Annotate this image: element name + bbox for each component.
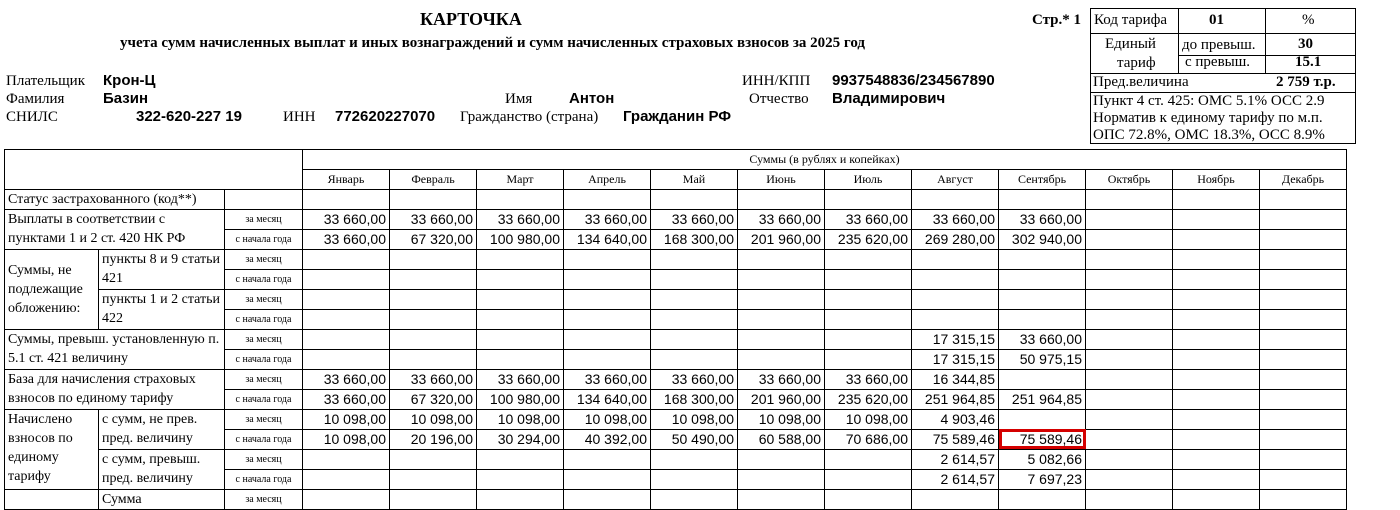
value-cell [999, 309, 1086, 329]
citizenship-value: Гражданин РФ [623, 108, 732, 125]
value-cell: 50 975,15 [999, 349, 1086, 369]
period-label: с начала года [225, 349, 303, 369]
value-cell: 75 589,46 [912, 429, 999, 449]
value-cell: 10 098,00 [303, 409, 390, 429]
base-month-row [5, 369, 1347, 389]
period-label: за месяц [225, 249, 303, 269]
value-cell [303, 269, 390, 289]
month-header: Июль [825, 169, 912, 189]
period-label: за месяц [225, 209, 303, 229]
value-cell [1260, 429, 1347, 449]
excess-month-row [5, 329, 1347, 349]
value-cell [1173, 189, 1260, 209]
period-label: за месяц [225, 449, 303, 469]
sum-row [5, 489, 1347, 509]
card-title: КАРТОЧКА [420, 9, 522, 29]
inn-value: 772620227070 [335, 108, 436, 125]
contributions-table [4, 149, 1347, 510]
value-cell [651, 449, 738, 469]
value-cell [912, 289, 999, 309]
status-row [5, 189, 1347, 209]
value-cell: 33 660,00 [303, 389, 390, 409]
value-cell: 10 098,00 [303, 429, 390, 449]
label-cell [5, 489, 99, 509]
value-cell [999, 269, 1086, 289]
value-cell: 33 660,00 [390, 369, 477, 389]
value-cell [999, 409, 1086, 429]
value-cell [738, 249, 825, 269]
value-cell [477, 349, 564, 369]
value-cell [390, 249, 477, 269]
value-cell [564, 309, 651, 329]
value-cell [477, 289, 564, 309]
value-cell [912, 269, 999, 289]
value-cell [1260, 189, 1347, 209]
tariff-below-value: 30 [1298, 36, 1313, 52]
value-cell [1260, 229, 1347, 249]
value-cell [1260, 249, 1347, 269]
value-cell [564, 289, 651, 309]
tariff-limit-value: 2 759 т.р. [1276, 74, 1336, 90]
header-blank [5, 150, 303, 170]
value-cell [477, 189, 564, 209]
citizenship-label: Гражданство (страна) [460, 109, 599, 125]
value-cell [1173, 209, 1260, 229]
value-cell [651, 489, 738, 509]
value-cell: 269 280,00 [912, 229, 999, 249]
tariff-above-value: 15.1 [1295, 54, 1322, 70]
value-cell [564, 489, 651, 509]
value-cell [390, 329, 477, 349]
value-cell [1086, 369, 1173, 389]
value-cell [825, 269, 912, 289]
period-label: с начала года [225, 269, 303, 289]
value-cell [999, 489, 1086, 509]
value-cell [477, 469, 564, 489]
accrued-label: Начислено взносов по единому тарифу [5, 409, 99, 489]
value-cell: 168 300,00 [651, 389, 738, 409]
value-cell: 33 660,00 [825, 369, 912, 389]
value-cell [738, 469, 825, 489]
tariff-code-label: Код тарифа [1094, 12, 1168, 28]
value-cell [912, 249, 999, 269]
value-cell [1173, 289, 1260, 309]
value-cell: 10 098,00 [651, 409, 738, 429]
value-cell [1260, 209, 1347, 229]
month-header: Октябрь [1086, 169, 1173, 189]
value-cell [1173, 469, 1260, 489]
value-cell [825, 309, 912, 329]
status-code [225, 189, 303, 209]
snils-label: СНИЛС [6, 109, 58, 125]
value-cell: 10 098,00 [825, 409, 912, 429]
value-cell: 100 980,00 [477, 229, 564, 249]
value-cell [1173, 449, 1260, 469]
period-label: с начала года [225, 429, 303, 449]
value-cell [477, 249, 564, 269]
value-cell [303, 309, 390, 329]
value-cell [1086, 349, 1173, 369]
tariff-box [1090, 8, 1356, 144]
value-cell [303, 189, 390, 209]
value-cell: 10 098,00 [564, 409, 651, 429]
snils-value: 322-620-227 19 [136, 108, 242, 125]
value-cell: 302 940,00 [999, 229, 1086, 249]
tariff-normative-1: Норматив к единому тарифу по м.п. [1093, 110, 1323, 126]
value-cell [738, 489, 825, 509]
value-cell [1260, 449, 1347, 469]
accrued-below-month-row [5, 409, 1347, 429]
p89-label: пункты 8 и 9 статьи 421 [99, 249, 225, 289]
patronymic-label: Отчество [749, 91, 809, 107]
value-cell [477, 489, 564, 509]
value-cell [477, 449, 564, 469]
card-subtitle: учета сумм начисленных выплат и иных вознаграждений и сумм начисленных страховых взносов за 2025 год [120, 35, 866, 51]
value-cell [651, 189, 738, 209]
value-cell [390, 189, 477, 209]
value-cell: 201 960,00 [738, 389, 825, 409]
tariff-above-label: с превыш. [1185, 54, 1251, 70]
value-cell: 100 980,00 [477, 389, 564, 409]
inn-label: ИНН [283, 109, 316, 125]
value-cell [390, 469, 477, 489]
value-cell: 134 640,00 [564, 229, 651, 249]
page-number: Стр.* 1 [1032, 12, 1082, 28]
value-cell [1260, 269, 1347, 289]
value-cell: 251 964,85 [999, 389, 1086, 409]
value-cell: 40 392,00 [564, 429, 651, 449]
value-cell: 33 660,00 [477, 209, 564, 229]
value-cell [825, 349, 912, 369]
name-label: Имя [505, 91, 533, 107]
value-cell: 33 660,00 [564, 369, 651, 389]
value-cell [1260, 389, 1347, 409]
value-cell [651, 309, 738, 329]
value-cell [1086, 209, 1173, 229]
month-header: Февраль [390, 169, 477, 189]
value-cell [1260, 409, 1347, 429]
value-cell [738, 329, 825, 349]
value-cell [912, 189, 999, 209]
value-cell [303, 249, 390, 269]
value-cell: 17 315,15 [912, 329, 999, 349]
value-cell [651, 469, 738, 489]
value-cell [651, 269, 738, 289]
value-cell [1173, 389, 1260, 409]
value-cell: 33 660,00 [738, 209, 825, 229]
value-cell [1260, 469, 1347, 489]
value-cell: 33 660,00 [303, 229, 390, 249]
value-cell: 33 660,00 [651, 369, 738, 389]
value-cell [1086, 469, 1173, 489]
value-cell [477, 309, 564, 329]
value-cell [825, 249, 912, 269]
header-row-months [5, 169, 1347, 189]
value-cell [390, 289, 477, 309]
value-cell [1260, 489, 1347, 509]
value-cell [1086, 229, 1173, 249]
value-cell: 33 660,00 [999, 329, 1086, 349]
nontax-12-month-row [5, 289, 1347, 309]
value-cell: 4 903,46 [912, 409, 999, 429]
month-header: Ноябрь [1173, 169, 1260, 189]
value-cell [651, 249, 738, 269]
value-cell [1260, 369, 1347, 389]
value-cell [1173, 429, 1260, 449]
period-label: за месяц [225, 289, 303, 309]
value-cell [1173, 229, 1260, 249]
value-cell [390, 349, 477, 369]
value-cell [651, 329, 738, 349]
value-cell [999, 189, 1086, 209]
tariff-limit-label: Пред.величина [1093, 74, 1189, 90]
sums-header: Суммы (в рублях и копейках) [303, 150, 1347, 170]
value-cell: 33 660,00 [999, 209, 1086, 229]
payments-month-row [5, 209, 1347, 229]
tariff-unified-label: Единый [1105, 36, 1156, 52]
month-header: Январь [303, 169, 390, 189]
value-cell: 235 620,00 [825, 389, 912, 409]
month-header: Март [477, 169, 564, 189]
value-cell [825, 469, 912, 489]
value-cell [825, 489, 912, 509]
value-cell [1173, 409, 1260, 429]
value-cell: 33 660,00 [477, 369, 564, 389]
value-cell [1086, 409, 1173, 429]
period-label: с начала года [225, 229, 303, 249]
value-cell: 33 660,00 [738, 369, 825, 389]
value-cell [825, 289, 912, 309]
tariff-normative-2: ОПС 72.8%, ОМС 18.3%, ОСС 8.9% [1093, 127, 1325, 143]
value-cell: 30 294,00 [477, 429, 564, 449]
value-cell [390, 489, 477, 509]
value-cell [738, 449, 825, 469]
value-cell [477, 329, 564, 349]
value-cell [303, 349, 390, 369]
period-label: за месяц [225, 369, 303, 389]
surname-label: Фамилия [6, 91, 65, 107]
value-cell: 60 588,00 [738, 429, 825, 449]
value-cell [303, 329, 390, 349]
value-cell [1086, 189, 1173, 209]
nontax-label: Суммы, не подлежащие обложению: [5, 249, 99, 329]
value-cell: 17 315,15 [912, 349, 999, 369]
value-cell: 33 660,00 [825, 209, 912, 229]
value-cell [738, 349, 825, 369]
value-cell [1086, 249, 1173, 269]
value-cell [999, 289, 1086, 309]
value-cell [738, 289, 825, 309]
value-cell: 7 697,23 [999, 469, 1086, 489]
value-cell [303, 449, 390, 469]
value-cell [825, 189, 912, 209]
value-cell: 10 098,00 [738, 409, 825, 429]
month-header: Апрель [564, 169, 651, 189]
value-cell [1086, 329, 1173, 349]
base-label: База для начисления страховых взносов по единому тарифу [5, 369, 225, 409]
month-header: Август [912, 169, 999, 189]
inn-kpp-label: ИНН/КПП [742, 73, 811, 89]
value-cell [477, 269, 564, 289]
value-cell [1260, 329, 1347, 349]
value-cell: 2 614,57 [912, 469, 999, 489]
value-cell [564, 469, 651, 489]
value-cell [303, 469, 390, 489]
value-cell: 33 660,00 [912, 209, 999, 229]
value-cell: 2 614,57 [912, 449, 999, 469]
inn-kpp-value: 9937548836/234567890 [832, 72, 995, 89]
payer-value: Крон-Ц [103, 72, 156, 89]
value-cell: 16 344,85 [912, 369, 999, 389]
value-cell [564, 189, 651, 209]
period-label: за месяц [225, 409, 303, 429]
value-cell [303, 489, 390, 509]
value-cell [825, 449, 912, 469]
payer-label: Плательщик [6, 73, 85, 89]
value-cell [564, 449, 651, 469]
value-cell [1086, 309, 1173, 329]
status-label: Статус застрахованного (код**) [5, 189, 225, 209]
value-cell [1086, 289, 1173, 309]
value-cell: 134 640,00 [564, 389, 651, 409]
value-cell: 70 686,00 [825, 429, 912, 449]
value-cell [1173, 369, 1260, 389]
value-cell [1173, 309, 1260, 329]
value-cell [303, 289, 390, 309]
month-header: Сентябрь [999, 169, 1086, 189]
value-cell [1173, 269, 1260, 289]
value-cell: 67 320,00 [390, 389, 477, 409]
value-cell: 75 589,46 [999, 429, 1086, 449]
value-cell: 33 660,00 [303, 209, 390, 229]
value-cell: 33 660,00 [303, 369, 390, 389]
value-cell: 33 660,00 [564, 209, 651, 229]
value-cell [390, 309, 477, 329]
value-cell [1086, 449, 1173, 469]
header-blank [5, 169, 303, 189]
name-value: Антон [569, 90, 615, 107]
value-cell [651, 289, 738, 309]
below-limit-label: с сумм, не прев. пред. величину [99, 409, 225, 449]
value-cell: 251 964,85 [912, 389, 999, 409]
value-cell [825, 329, 912, 349]
value-cell [738, 309, 825, 329]
month-header: Май [651, 169, 738, 189]
period-label: за месяц [225, 489, 303, 509]
value-cell: 201 960,00 [738, 229, 825, 249]
value-cell [564, 269, 651, 289]
patronymic-value: Владимирович [832, 90, 946, 107]
tariff-unified-label-2: тариф [1117, 55, 1156, 71]
value-cell [390, 269, 477, 289]
value-cell [912, 309, 999, 329]
value-cell [1173, 249, 1260, 269]
value-cell: 10 098,00 [477, 409, 564, 429]
value-cell [1260, 349, 1347, 369]
period-label: с начала года [225, 389, 303, 409]
value-cell: 5 082,66 [999, 449, 1086, 469]
value-cell [999, 369, 1086, 389]
tariff-point4: Пункт 4 ст. 425: ОМС 5.1% ОСС 2.9 [1093, 93, 1325, 109]
value-cell [1086, 269, 1173, 289]
value-cell: 10 098,00 [390, 409, 477, 429]
period-label: за месяц [225, 329, 303, 349]
value-cell [564, 249, 651, 269]
value-cell [1260, 289, 1347, 309]
value-cell [738, 189, 825, 209]
value-cell [1173, 489, 1260, 509]
value-cell [1086, 429, 1173, 449]
nontax-89-month-row [5, 249, 1347, 269]
value-cell [912, 489, 999, 509]
tariff-percent-label: % [1302, 12, 1315, 28]
value-cell [999, 249, 1086, 269]
value-cell [1260, 309, 1347, 329]
above-limit-label: с сумм, превыш. пред. величину [99, 449, 225, 489]
value-cell: 20 196,00 [390, 429, 477, 449]
value-cell [1086, 489, 1173, 509]
tariff-below-label: до превыш. [1182, 37, 1256, 53]
period-label: с начала года [225, 469, 303, 489]
month-header: Июнь [738, 169, 825, 189]
value-cell: 33 660,00 [651, 209, 738, 229]
sum-label: Сумма [99, 489, 225, 509]
value-cell [651, 349, 738, 369]
value-cell: 67 320,00 [390, 229, 477, 249]
value-cell [564, 349, 651, 369]
accrued-above-month-row [5, 449, 1347, 469]
value-cell [390, 449, 477, 469]
value-cell [564, 329, 651, 349]
value-cell [1173, 349, 1260, 369]
p12-label: пункты 1 и 2 статьи 422 [99, 289, 225, 329]
month-header: Декабрь [1260, 169, 1347, 189]
value-cell [1173, 329, 1260, 349]
tariff-code-value: 01 [1209, 12, 1224, 28]
value-cell: 50 490,00 [651, 429, 738, 449]
value-cell: 33 660,00 [390, 209, 477, 229]
header-row-sums [5, 150, 1347, 170]
excess-label: Суммы, превыш. установленную п. 5.1 ст. 421 величину [5, 329, 225, 369]
value-cell: 168 300,00 [651, 229, 738, 249]
value-cell: 235 620,00 [825, 229, 912, 249]
payments-label: Выплаты в соответствии с пунктами 1 и 2 ст. 420 НК РФ [5, 209, 225, 249]
period-label: с начала года [225, 309, 303, 329]
value-cell [1086, 389, 1173, 409]
surname-value: Базин [103, 90, 149, 107]
value-cell [738, 269, 825, 289]
